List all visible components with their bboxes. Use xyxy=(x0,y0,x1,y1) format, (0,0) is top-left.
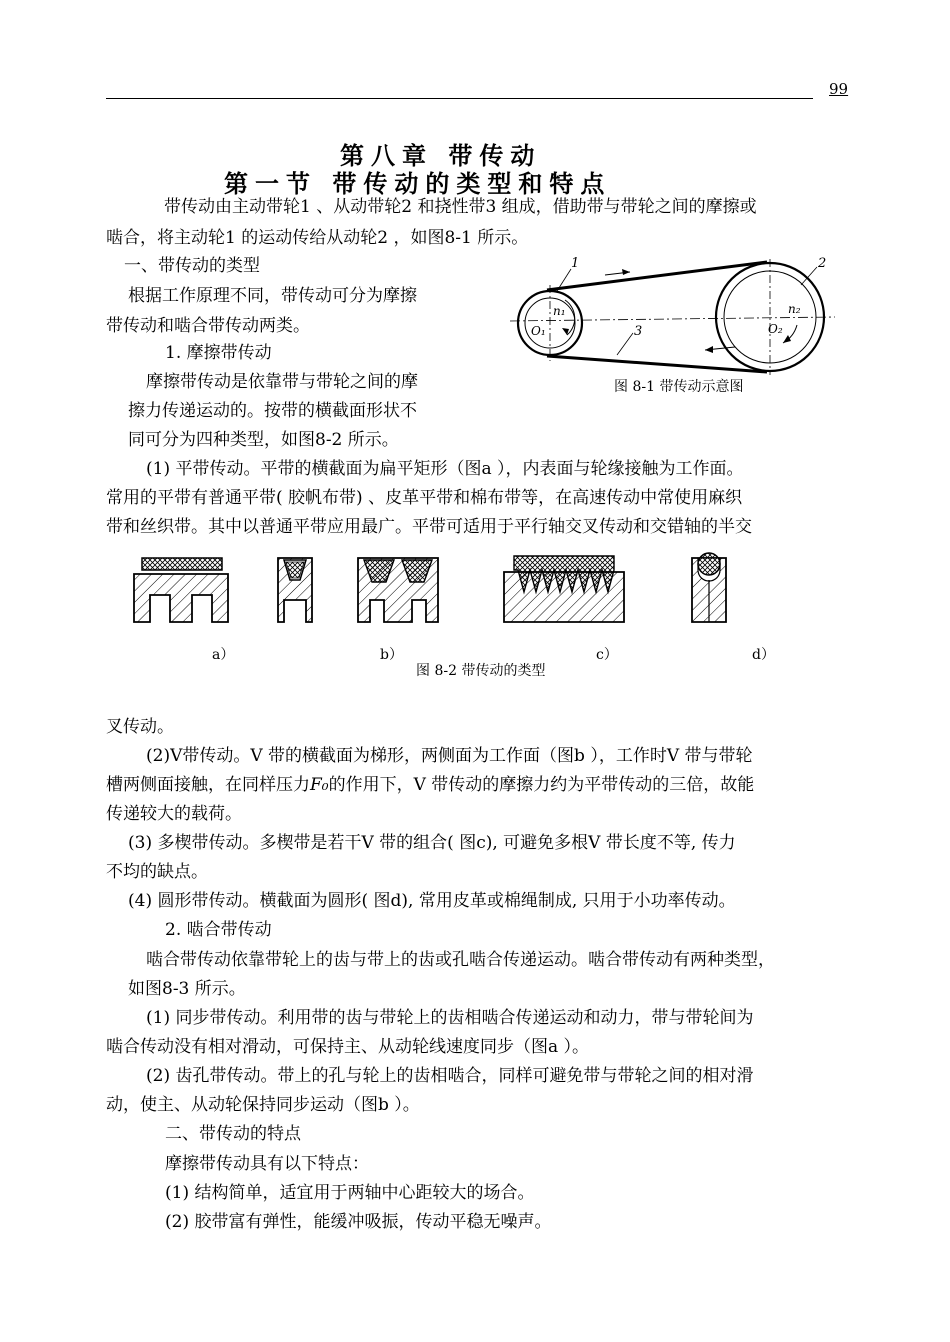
v-para-line-2-b: 的作用下，V 带传动的摩擦力约为平带传动的三倍，故能 xyxy=(328,775,755,795)
fig2-v-belt xyxy=(278,558,312,622)
mesh-para-line-1: 啮合带传动依靠带轮上的齿与带上的齿或孔啮合传递运动。啮合带传动有两种类型， xyxy=(146,950,775,970)
fig2-label-c: c） xyxy=(596,647,618,663)
page-number: 99 xyxy=(829,80,849,98)
multi-para-line-2: 不均的缺点。 xyxy=(106,862,208,882)
fig2-label-b: b） xyxy=(380,647,403,663)
sub-heading-mesh: 2. 啮合带传动 xyxy=(165,920,272,940)
v-para-line-1: (2)V带传动。V 带的横截面为梯形，两侧面为工作面（图b ），工作时V 带与带轮 xyxy=(146,746,753,766)
f0-symbol: F₀ xyxy=(310,775,329,795)
fig2-multi-ribbed-belt xyxy=(504,556,624,622)
fig2-label-a: a） xyxy=(212,647,235,663)
v-para-line-2 xyxy=(106,775,754,795)
section-title: 第一节 带传动的类型和特点 xyxy=(224,169,612,198)
figure-8-2-caption: 图 8-2 带传动的类型 xyxy=(416,663,546,679)
figure-8-1-caption: 图 8-1 带传动示意图 xyxy=(614,379,744,395)
left-col-line-2: 带传动和啮合带传动两类。 xyxy=(106,316,310,336)
left-col2-line-2: 擦力传递运动的。按带的横截面形状不 xyxy=(128,401,417,421)
intro-line-1: 带传动由主动带轮1 、从动带轮2 和挠性带3 组成，借助带与带轮之间的摩擦或 xyxy=(164,197,757,217)
fig1-label-3: 3 xyxy=(634,324,643,339)
flat-para-line-1: (1) 平带传动。平带的横截面为扁平矩形（图a ），内表面与轮缘接触为工作面。 xyxy=(146,459,744,479)
fig2-round-belt xyxy=(692,553,726,622)
figure-8-1-belt-drive xyxy=(505,255,840,375)
fig1-label-n1: n₁ xyxy=(553,304,566,318)
fig1-label-1: 1 xyxy=(571,256,580,271)
flat-para-line-3: 带和丝织带。其中以普通平带应用最广。平带可适用于平行轴交叉传动和交错轴的半交 xyxy=(106,517,752,537)
fig1-label-2: 2 xyxy=(818,256,827,271)
mesh-para-line-2: 如图8-3 所示。 xyxy=(128,979,246,999)
feature-2: (2) 胶带富有弹性，能缓冲吸振，传动平稳无噪声。 xyxy=(165,1212,552,1232)
chapter-title: 第八章 带传动 xyxy=(340,141,542,170)
left-col2-line-1: 摩擦带传动是依靠带与带轮之间的摩 xyxy=(146,372,418,392)
header-rule xyxy=(106,98,813,99)
hole-para-line-2: 动，使主、从动轮保持同步运动（图b ）。 xyxy=(106,1095,420,1115)
left-col2-line-3: 同可分为四种类型，如图8-2 所示。 xyxy=(128,430,399,450)
sync-para-line-1: (1) 同步带传动。利用带的齿与带轮上的齿相啮合传递运动和动力，带与带轮间为 xyxy=(146,1008,754,1028)
v-para-line-2-a: 槽两侧面接触，在同样压力 xyxy=(106,775,310,795)
sub-heading-friction: 1. 摩擦带传动 xyxy=(165,343,272,363)
heading-types: 一、带传动的类型 xyxy=(124,256,260,276)
sync-para-line-2: 啮合传动没有相对滑动，可保持主、从动轮线速度同步（图a ）。 xyxy=(106,1037,590,1057)
left-col-line-1: 根据工作原理不同，带传动可分为摩擦 xyxy=(128,286,417,306)
v-para-line-3: 传递较大的载荷。 xyxy=(106,804,242,824)
cont-line: 叉传动。 xyxy=(106,717,174,737)
hole-para-line-1: (2) 齿孔带传动。带上的孔与轮上的齿相啮合，同样可避免带与带轮之间的相对滑 xyxy=(146,1066,754,1086)
fig1-label-o2: O₂ xyxy=(768,322,783,336)
figure-8-2-belt-types xyxy=(130,550,730,630)
fig1-label-o1: O₁ xyxy=(531,324,546,338)
heading-features: 二、带传动的特点 xyxy=(165,1124,301,1144)
fig1-label-n2: n₂ xyxy=(788,302,801,316)
feature-1: (1) 结构简单，适宜用于两轴中心距较大的场合。 xyxy=(165,1183,535,1203)
intro-line-2: 啮合，将主动轮1 的运动传给从动轮2 ，如图8-1 所示。 xyxy=(106,228,529,248)
fig2-label-d: d） xyxy=(752,647,775,663)
fig2-v-belt-double xyxy=(358,558,438,622)
multi-para-line-1: (3) 多楔带传动。多楔带是若干V 带的组合( 图c), 可避免多根V 带长度不等, 传力 xyxy=(128,833,736,853)
round-para: (4) 圆形带传动。横截面为圆形( 图d), 常用皮革或棉绳制成, 只用于小功率传动。 xyxy=(128,891,736,911)
flat-para-line-2: 常用的平带有普通平带( 胶帆布带) 、皮革平带和棉布带等，在高速传动中常使用麻织 xyxy=(106,488,743,508)
features-intro: 摩擦带传动具有以下特点： xyxy=(165,1154,369,1174)
fig2-flat-belt xyxy=(134,558,228,622)
